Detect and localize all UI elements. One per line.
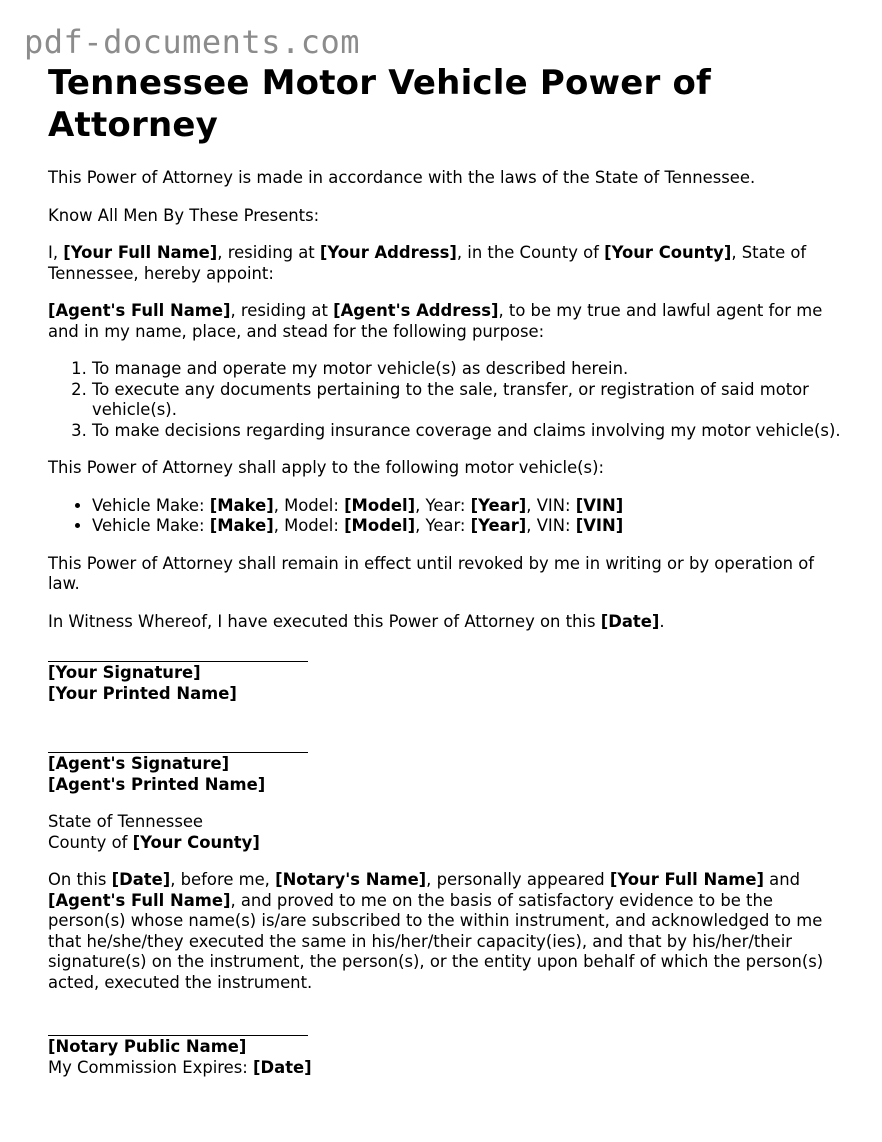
year-placeholder: [Year] [470,516,527,535]
witness-paragraph: In Witness Whereof, I have executed this Power of Attorney on this [Date]. [48,611,665,631]
make-placeholder: [Make] [209,516,274,535]
make-placeholder: [Make] [209,495,274,515]
agent-signature-line[interactable] [48,740,308,753]
notary-date-placeholder: [Date] [111,870,171,889]
agent-paragraph: [Agent's Full Name], residing at [Agent's Address], to be my true and lawful agent for me and in my name, place, and stead for the following purpose: [48,301,823,341]
state-county-block: State of Tennessee County of [Your County] [48,812,260,852]
notary-signature-block [48,1023,848,1078]
county-placeholder: [Your County] [132,832,260,852]
your-address-placeholder: [Your Address] [319,243,457,262]
watermark: pdf-documents.com [24,23,361,61]
know-all-line: Know All Men By These Presents: [48,205,320,225]
model-placeholder: [Model] [344,495,416,515]
vehicle-list [48,496,848,537]
principal-printed-name-label: [Your Printed Name] [48,683,237,703]
model-placeholder: [Model] [344,516,416,535]
commission-date-placeholder: [Date] [253,1057,312,1077]
notary-signature-line[interactable] [48,1023,308,1036]
vin-placeholder: [VIN] [575,495,624,515]
notary-your-name-placeholder: [Your Full Name] [609,870,764,889]
purpose-item: 1. To manage and operate my motor vehicle(s) as described herein. [92,359,848,380]
your-county-placeholder: [Your County] [604,243,732,262]
witness-date-placeholder: [Date] [600,611,660,631]
document-title: Tennessee Motor Vehicle Power of Attorney [48,63,712,145]
state-line: State of Tennessee [48,812,204,831]
vehicle-item: • Vehicle Make: [Make], Model: [Model], Year: [Year], VIN: [VIN] [92,516,848,537]
vin-placeholder: [VIN] [575,516,624,535]
vehicle-item: • Vehicle Make: [Make], Model: [Model], Year: [Year], VIN: [VIN] [92,496,848,517]
notary-agent-name-placeholder: [Agent's Full Name] [48,890,231,910]
intro-paragraph: This Power of Attorney is made in accordance with the laws of the State of Tennessee. [48,168,756,187]
effect-paragraph: This Power of Attorney shall remain in effect until revoked by me in writing or by operation of law. [48,553,815,593]
notary-public-name-label: [Notary Public Name] [48,1037,247,1056]
agent-printed-name-label: [Agent's Printed Name] [48,774,266,794]
vehicles-intro: This Power of Attorney shall apply to the following motor vehicle(s): [48,458,605,477]
agent-signature-block [48,740,848,795]
agent-signature-label: [Agent's Signature] [48,754,230,773]
purpose-item: 2. To execute any documents pertaining to the sale, transfer, or registration of said motor vehicle(s). [92,380,848,421]
agent-name-placeholder: [Agent's Full Name] [48,301,231,320]
principal-signature-label: [Your Signature] [48,663,201,682]
agent-address-placeholder: [Agent's Address] [333,301,499,320]
notary-paragraph: On this [Date], before me, [Notary's Name], personally appeared [Your Full Name] and [Agent's Full Name], and proved to me on the basis of satisfactory evidence to be the person(s) whose name(s) is/are subscribed to the within instrument, and acknowledged to me that he/she/they executed the same in his/her/their capacity(ies), and that by his/her/their signature(s) on the instrument, the person(s), or the entity upon behalf of which the person(s) acted, executed the instrument. [48,870,824,992]
principal-signature-line[interactable] [48,649,308,662]
notary-name-placeholder: [Notary's Name] [275,870,427,889]
commission-expires-line: My Commission Expires: [Date] [48,1057,312,1077]
year-placeholder: [Year] [470,495,527,515]
your-name-placeholder: [Your Full Name] [63,243,218,262]
purpose-item: 3. To make decisions regarding insurance coverage and claims involving my motor vehicle(s). [92,421,848,442]
appointment-paragraph: I, [Your Full Name], residing at [Your Address], in the County of [Your County], State of Tennessee, hereby appoint: [48,243,807,283]
principal-signature-block [48,649,848,704]
purpose-list [48,359,848,441]
document-page [48,62,848,1095]
